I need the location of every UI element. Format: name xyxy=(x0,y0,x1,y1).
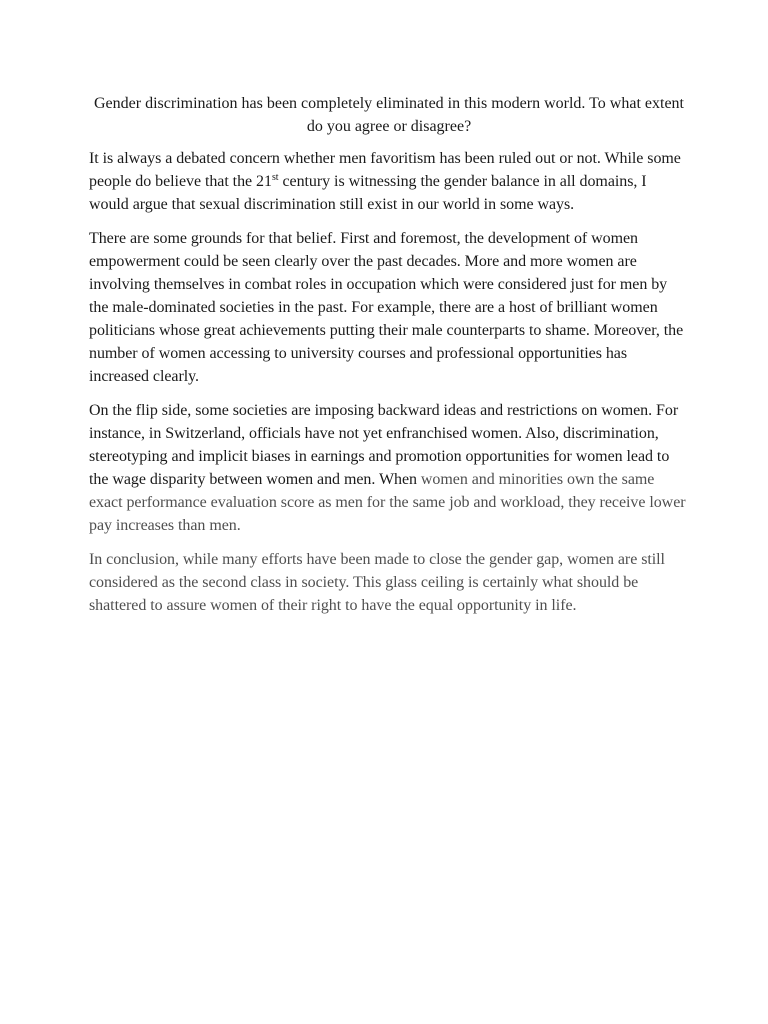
paragraph-introduction xyxy=(89,147,689,216)
paragraph-body-1: There are some grounds for that belief. First and foremost, the development of women empowerment could be seen clearly over the past decades. More and more women are involving themselves in combat roles in occupation which were considered just for men by the male-dominated societies in the past. For example, there are a host of brilliant women politicians whose great achievements putting their male counterparts to shame. Moreover, the number of women accessing to university courses and professional opportunities has increased clearly. xyxy=(89,230,684,385)
document-page xyxy=(89,92,689,628)
paragraph-introduction-text-cont: century is witnessing the gender balance in all domains, I would argue that sexual discrimination still exist in our world in some ways. xyxy=(89,173,647,213)
paragraph-conclusion: In conclusion, while many efforts have been made to close the gender gap, women are still considered as the second class in society. This glass ceiling is certainly what should be shattered to assure women of their right to have the equal opportunity in life. xyxy=(89,551,665,614)
ordinal-superscript: st xyxy=(271,172,279,183)
paragraph-introduction-text: It is always a debated concern whether men favoritism has been ruled out or not. While some people do believe that the 21 xyxy=(89,150,681,190)
essay-title: Gender discrimination has been completely eliminated in this modern world. To what extent do you agree or disagree? xyxy=(94,95,684,135)
paragraph-body-2-text: On the flip side, some societies are imposing backward ideas and restrictions on women. For instance, in Switzerland, officials have not yet enfranchised women. Also, discrimination, stereotyping and implicit biases in earnings and promotion opportunities for women lead to the wage disparity between women and men. When xyxy=(89,402,679,488)
paragraph-body-2 xyxy=(89,399,689,537)
paragraph-body-2-text-gray: women and minorities own the same exact performance evaluation score as men for the same job and workload, they receive lower pay increases than men. xyxy=(89,471,686,534)
